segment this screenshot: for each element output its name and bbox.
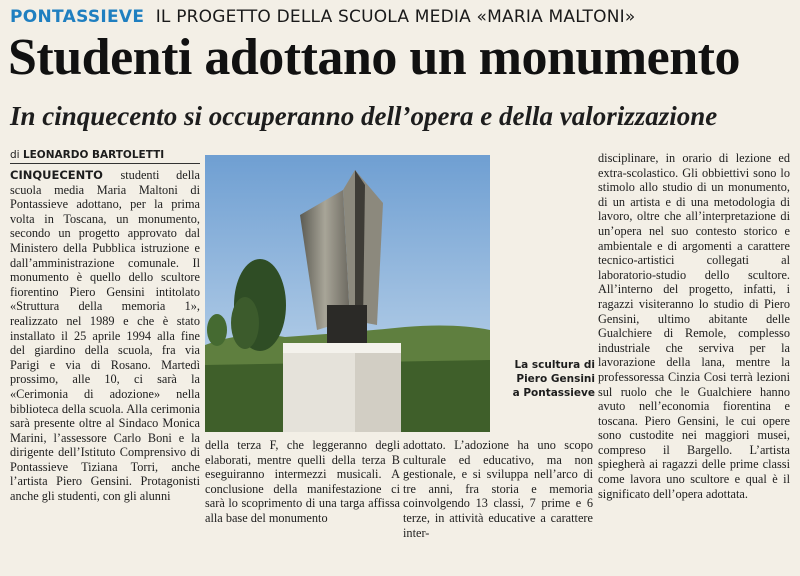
kicker-location: PONTASSIEVE (10, 7, 145, 27)
deck: In cinquecento si occuperanno dell’opera e della valorizzazione (10, 101, 718, 131)
sculpture-image (205, 155, 490, 432)
sculpture-photo (205, 155, 490, 432)
article-column-2: della terza F, che leggeranno degli elaborati, mentre quelli della terza B eseguiranno intermezzi musicali. A conclusione della manifestazione ci sarà lo scoprimento di una targa affissa alla base del monumento (205, 438, 400, 525)
caption-line-1: La scultura di (514, 359, 595, 371)
kicker (10, 7, 790, 27)
byline-rule (10, 163, 200, 164)
article-column-4: disciplinare, in orario di lezione ed extra-scolastico. Gli obbiettivi sono lo stimolo allo studio di un monumento, di un artista e di una metodologia di lavoro, oltre che all’interpretazione di un’opera nel suo contesto storico e ambientale e di argomenti a carattere tecnico-artistici collegati al laboratorio-studio dello scultore. All’interno del progetto, infatti, i ragazzi visiteranno lo studio di Piero Gensini, ultimo abitante delle Gualchiere di Remole, complesso industriale che serviva per la lavorazione della lana, mentre la professoressa Cinzia Cosi terrà lezioni sul ruolo che le Gualchiere hanno avuto nell’economia fiorentina e toscana. Piero Gensini, le cui opere sono custodite nei maggiori musei, compreso il Bargello. L’artista spiegherà ai ragazzi delle prime classi come lavora uno scultore e qual è il significato dell’opera adottata. (598, 151, 790, 501)
article-lead: CINQUECENTO (10, 168, 121, 182)
headline: Studenti adottano un monumento (8, 29, 740, 86)
byline-prefix: di (10, 149, 20, 161)
byline-author: LEONARDO BARTOLETTI (22, 149, 165, 161)
caption-line-3: a Pontassieve (512, 387, 595, 399)
article-column-1 (10, 168, 200, 568)
byline (10, 149, 210, 161)
article-column-3: adottato. L’adozione ha uno scopo culturale ed educativo, ma non gestionale, e si sviluppa nell’arco di tre anni, fra storia e memoria coinvolgendo 13 classi, 7 prime e 6 terze, in attività educative a carattere inter- (403, 438, 593, 540)
photo-caption (497, 358, 595, 400)
caption-line-2: Piero Gensini (516, 373, 595, 385)
kicker-subject: IL PROGETTO DELLA SCUOLA MEDIA «MARIA MALTONI» (155, 7, 636, 27)
article-column-1-text: studenti della scuola media Maria Maltoni di Pontassieve adottano, per la prima volta in Toscana, un monumento, secondo un progetto approvato dal Ministero della Pubblica istruzione e dall’amministrazione comunale. Il monumento è quello dello scultore fiorentino Piero Gensini intitolato «Struttura della memoria 1», realizzato nel 1989 e che è stato installato il 25 aprile 1994 alla fine del giardino della scuola, fra via Parigi e via di Rosano. Martedì prossimo, alle 10, ci sarà la «Cerimonia di adozione» nella biblioteca della scuola. Alla cerimonia sarà presente oltre al Sindaco Monica Marini, l’assessore Carlo Boni e la dirigente dell’Istituto Comprensivo di Pontassieve Tiziana Torri, anche l’artista Piero Gensini. Protagonisti anche gli studenti, con gli alunni (10, 168, 200, 504)
